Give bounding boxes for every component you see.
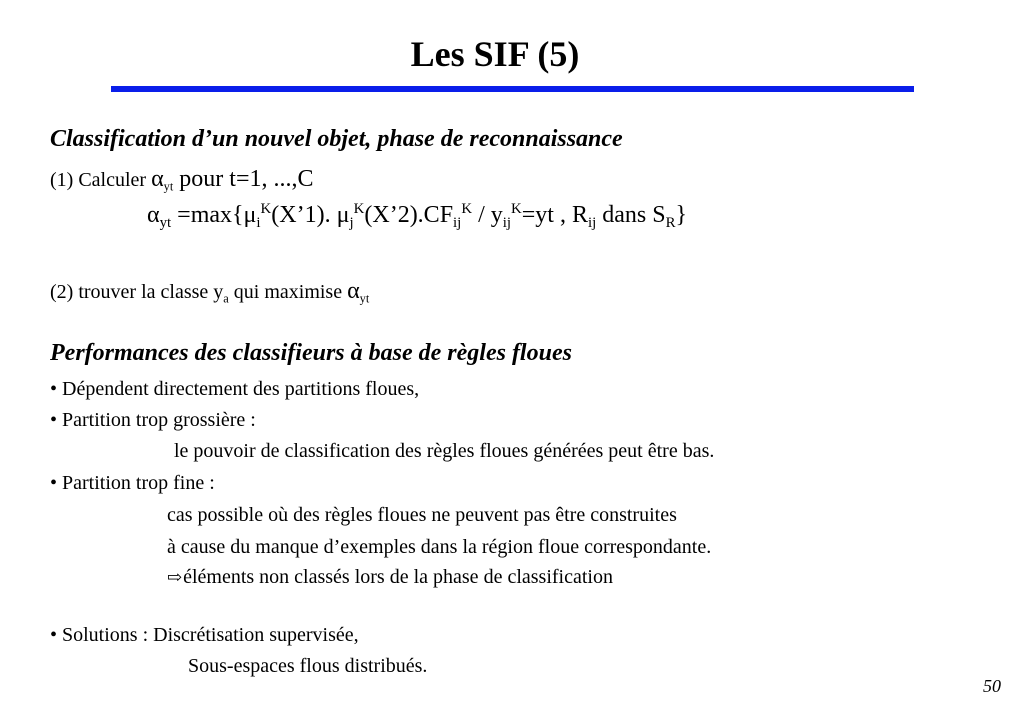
section1-heading: Classification d’un nouvel objet, phase de reconnaissance bbox=[50, 126, 623, 152]
step2-line bbox=[50, 278, 369, 305]
formula-line bbox=[147, 201, 688, 232]
formula-part: =yt , R bbox=[521, 202, 588, 228]
step1-line bbox=[50, 166, 314, 193]
bullet-fine: • Partition trop fine : bbox=[50, 472, 215, 494]
bullet-fine-detail-3 bbox=[167, 566, 613, 589]
formula-part: (X’2).CF bbox=[364, 202, 454, 228]
formula-sub-ij: ij bbox=[502, 215, 511, 232]
formula-alpha: α bbox=[147, 202, 160, 228]
step2-mid: qui maximise bbox=[228, 281, 348, 303]
alpha-subscript: yt bbox=[163, 179, 174, 194]
formula-part: } bbox=[675, 202, 688, 228]
section2-heading: Performances des classifieurs à base de règles floues bbox=[50, 340, 572, 366]
formula-mu: μ bbox=[336, 202, 350, 228]
bullet-fine-detail-3-text: éléments non classés lors de la phase de classification bbox=[183, 566, 613, 588]
formula-part: (X’1). bbox=[271, 202, 337, 228]
bullet-partitions: • Dépendent directement des partitions floues, bbox=[50, 378, 420, 400]
bullet-solutions-detail: Sous-espaces flous distribués. bbox=[188, 655, 428, 677]
formula-part: =max{ bbox=[171, 202, 244, 228]
formula-part: dans S bbox=[596, 202, 666, 228]
formula-sup-k: K bbox=[461, 201, 473, 218]
formula-sub-yt: yt bbox=[159, 215, 172, 232]
formula-sub-r: R bbox=[665, 215, 676, 232]
alpha-symbol: α bbox=[151, 166, 164, 192]
step1-prefix: (1) Calculer bbox=[50, 169, 152, 191]
arrow-right-icon: ⇨ bbox=[167, 567, 183, 587]
bullet-coarse: • Partition trop grossière : bbox=[50, 409, 256, 431]
formula-sup-k: K bbox=[353, 201, 365, 218]
bullet-fine-detail-1: cas possible où des règles floues ne peuvent pas être construites bbox=[167, 504, 677, 526]
step1-suffix: pour t=1, ...,C bbox=[173, 166, 314, 192]
step2-alpha: α bbox=[347, 278, 360, 304]
title-underline bbox=[111, 86, 914, 92]
bullet-coarse-detail: le pouvoir de classification des règles floues générées peut être bas. bbox=[174, 440, 715, 462]
page-number: 50 bbox=[983, 676, 1001, 696]
formula-part: / y bbox=[472, 202, 503, 228]
formula-sup-k: K bbox=[511, 201, 522, 218]
step2-prefix: (2) trouver la classe y bbox=[50, 281, 224, 303]
formula-sup-k: K bbox=[260, 201, 272, 218]
formula-sub-ij: ij bbox=[587, 215, 597, 232]
bullet-solutions: • Solutions : Discrétisation supervisée, bbox=[50, 624, 359, 646]
bullet-fine-detail-2: à cause du manque d’exemples dans la région floue correspondante. bbox=[167, 536, 712, 558]
step2-sub-yt: yt bbox=[359, 291, 370, 306]
slide-title: Les SIF (5) bbox=[410, 34, 580, 74]
formula-mu: μ bbox=[243, 202, 257, 228]
formula-sub-i: i bbox=[256, 215, 261, 232]
formula-sub-j: j bbox=[349, 215, 354, 232]
step2-sub-a: a bbox=[223, 291, 229, 306]
formula-sub-ij: ij bbox=[453, 215, 462, 232]
